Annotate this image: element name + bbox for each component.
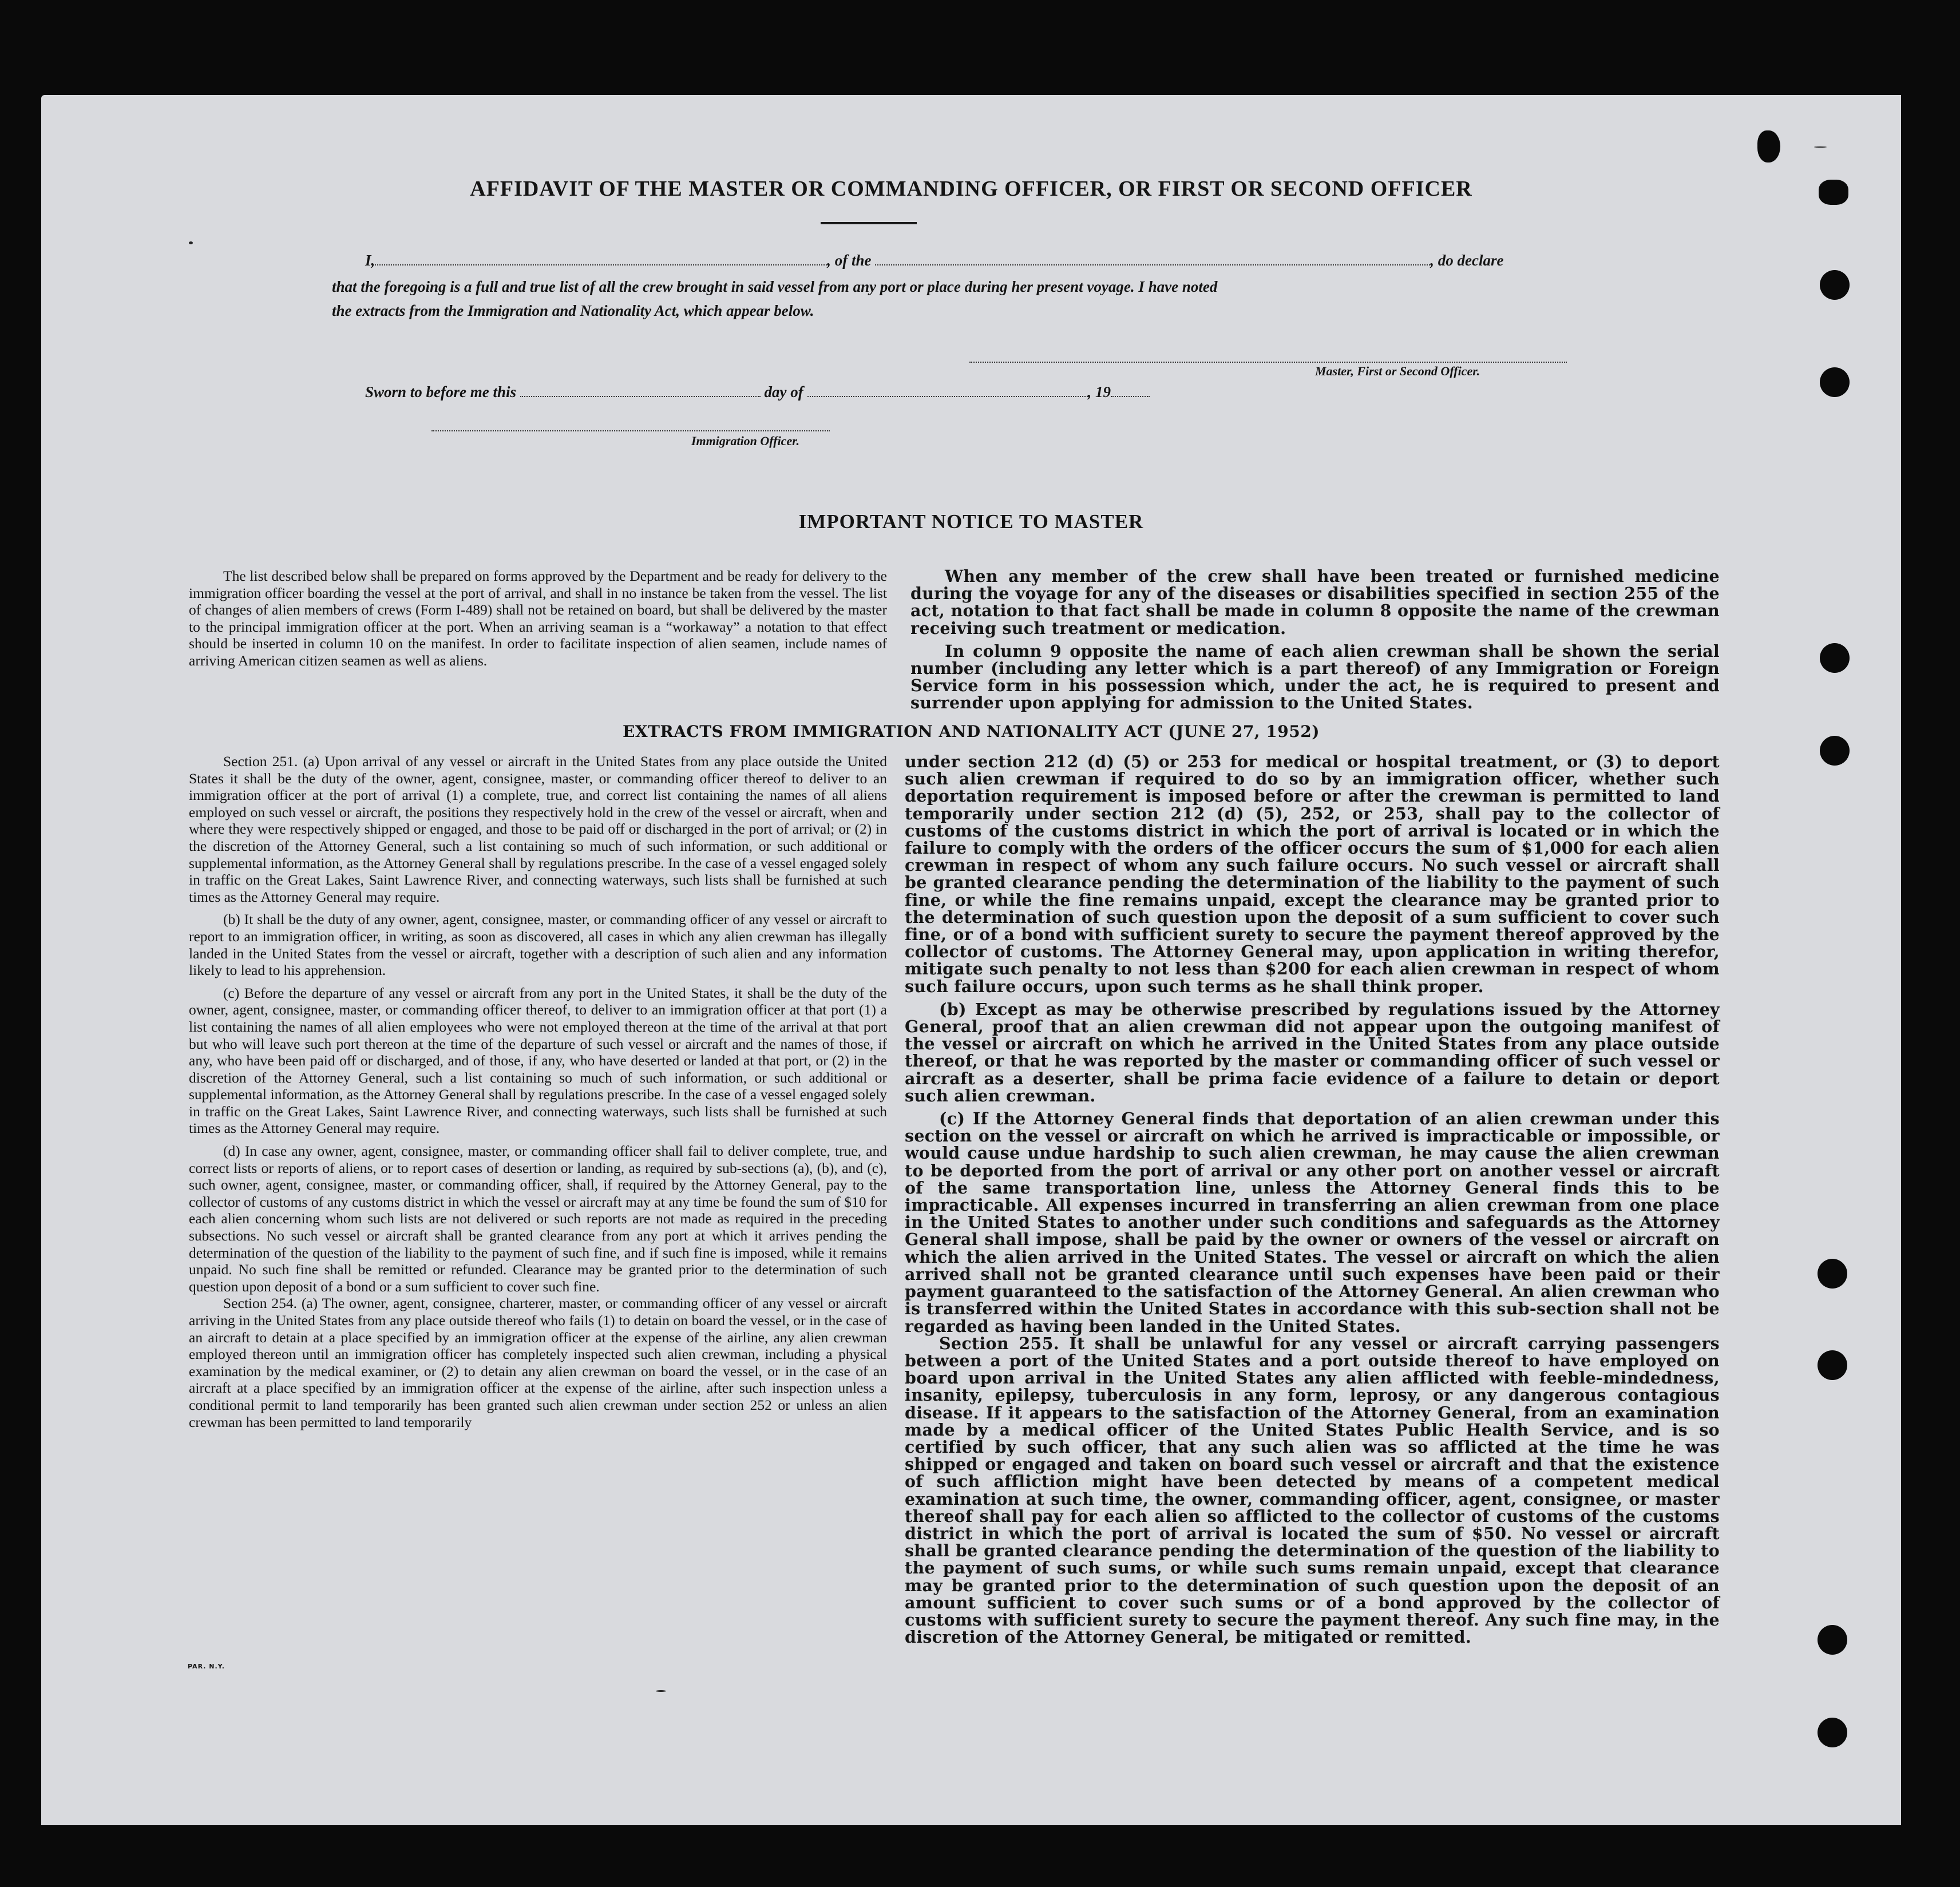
- declaration-line-2: that the foregoing is a full and true list of all the crew brought in said vessel from any port or place during her present voyage. I have noted: [332, 278, 1218, 295]
- sworn-month-field[interactable]: [807, 396, 1088, 397]
- sworn-label: Sworn to before me this: [365, 383, 517, 401]
- section-251-a: Section 251. (a) Upon arrival of any vessel or aircraft in the United States from any place outside the United States it shall be the duty of the owner, agent, consignee, master, or commanding officer thereof to deliver to an immigration officer at the port of arrival (1) a complete, true, and correct list containing the names of all aliens employed on such vessel or aircraft, the positions they respectively hold in the crew of the vessel or aircraft, when and where they were respectively shipped or engaged, and those to be paid off or discharged in the port of arrival; or (2) in the discretion of the Attorney General, such a list containing so much of such information, or such additional or supplemental information, as the Attorney General shall by regulations prescribe. In the case of a vessel engaged solely in traffic on the Great Lakes, Saint Lawrence River, and connecting waterways, such lists shall be furnished at such times as the Attorney General may require.: [189, 753, 887, 905]
- section-254-a: Section 254. (a) The owner, agent, consignee, charterer, master, or commanding officer of any vessel or aircraft arriving in the United States from any place outside thereof who fails (1) to detain on board the vessel, or in the case of an aircraft to detain at a place specified by an immigration officer at the expense of the airline, any alien crewman employed thereon until an immigration officer has completely inspected such alien crewman, including a physical examination by the medical examiner, or (2) to detain any alien crewman on board the vessel, or in the case of an aircraft at a place specified by an immigration officer at the expense of the airline, after such inspection unless a conditional permit to land temporarily has been granted such alien crewman under section 252 or unless an alien crewman has been permitted to land temporarily: [189, 1295, 887, 1430]
- section-254-a-continued: under section 212 (d) (5) or 253 for medical or hospital treatment, or (3) to deport such alien crewman if required to do so by an immigration officer, whether such deportation requirement is imposed before or after the crewman is permitted to land temporarily under section 212 (d) (5), 252, or 253, shall pay to the collector of customs of the customs district in which the port of arrival is located or in which the failure to comply with the orders of the officer occurs the sum of $1,000 for each alien crewman in respect of whom any such failure occurs. No such vessel or aircraft shall be granted clearance pending the determination of the liability to the payment of such fine, or while the fine remains unpaid, except the clearance may be granted prior to the determination of such question upon the deposit of a sum sufficient to cover such fine, or of a bond with sufficient surety to secure the payment thereof approved by the collector of customs. The Attorney General may, upon application in writing therefor, mitigate such penalty to not less than $200 for each alien crewman in respect of whom such failure occurs, upon such terms as he shall think proper.: [905, 752, 1720, 996]
- printer-mark: PAR. N.Y.: [188, 1663, 225, 1670]
- section-255: Section 255. It shall be unlawful for any vessel or aircraft carrying passengers between a port of the United States and a port outside thereof to have employed on board upon arrival in the United States any alien afflicted with feeble-mindedness, insanity, epilepsy, tuberculosis in any form, leprosy, or any dangerous contagious disease. If it appears to the satisfaction of the Attorney General, from an examination made by a medical officer of the United States Public Health Service, and is so certified by such officer, that any such alien was so afflicted at the time he was shipped or engaged and taken on board such vessel or aircraft and that the existence of such affliction might have been detected by means of a competent medical examination at such time, the owner, commanding officer, agent, consignee, or master thereof shall pay for each alien so afflicted to the collector of customs of the customs district in which the port of arrival is located the sum of $50. No vessel or aircraft shall be granted clearance pending the determination of the question of the liability to the payment of such sums, or while such sums remain unpaid, except that clearance may be granted prior to the determination of such question upon the deposit of an amount sufficient to cover such sums or of a bond approved by the collector of customs with sufficient surety to secure the payment thereof. Any such fine may, in the discretion of the Attorney General, be mitigated or remitted.: [905, 1333, 1720, 1647]
- speck: [656, 1690, 666, 1692]
- section-254-c: (c) If the Attorney General finds that deportation of an alien crewman under this section on the vessel or aircraft on which he arrived is impracticable or impossible, or would cause undue hardship to such alien crewman, he may cause the alien crewman to be deported from the port of arrival or any other port on another vessel or aircraft of the same transportation line, unless the Attorney General finds this to be impracticable. All expenses incurred in transferring an alien crewman from one place in the United States to another under such conditions and safeguards as the Attorney General shall impose, shall be paid by the owner or owners of the vessel or aircraft on which the alien arrived in the United States. The vessel or aircraft on which the alien arrived shall not be granted clearance until such expenses have been paid or their payment guaranteed to the satisfaction of the Attorney General. An alien crewman who is transferred within the United States in accordance with this sub-section shall not be regarded as having been landed in the United States.: [905, 1109, 1720, 1336]
- year-label: , 19: [1087, 383, 1111, 401]
- punched-hole-icon: [1820, 270, 1850, 300]
- speck: [189, 241, 193, 244]
- punched-hole-icon: [1820, 643, 1850, 673]
- do-declare-label: , do declare: [1430, 252, 1504, 269]
- sworn-line: [365, 379, 1338, 406]
- affidavit-title: AFFIDAVIT OF THE MASTER OR COMMANDING OFFICER, OR FIRST OR SECOND OFFICER: [470, 177, 1472, 201]
- section-251-c: (c) Before the departure of any vessel or aircraft from any port in the United States, it shall be the duty of the owner, agent, consignee, master, or commanding officer thereof, to deliver to an immigration officer at that port (1) a list containing the names of all alien employees who were not employed thereon at the time of the arrival at that port but who will leave such port thereon at the time of the departure of such vessel or aircraft and the names of those, if any, who have been paid off or discharged, and of those, if any, who have deserted or landed at that port, or (2) in the discretion of the Attorney General, such a list containing so much of such information, or such additional or supplemental information, as the Attorney General shall by regulations prescribe. In the case of a vessel engaged solely in traffic on the Great Lakes, Saint Lawrence River, and connecting waterways, such lists shall be furnished at such times as the Attorney General may require.: [189, 984, 887, 1137]
- notice-title: IMPORTANT NOTICE TO MASTER: [798, 510, 1144, 533]
- notice-right-column: [910, 568, 1720, 712]
- section-251-d: (d) In case any owner, agent, consignee, master, or commanding officer shall fail to deliver complete, true, and correct lists or reports of aliens, or to report cases of desertion or landing, as required by sub-sections (a), (b), and (c), such owner, agent, consignee, master, or commanding officer, shall, if required by the Attorney General, pay to the collector of customs of any customs district in which the vessel or aircraft may at any time be found the sum of $10 for each alien concerning whom such lists are not delivered or such reports are not made as required in the preceding subsections. No such vessel or aircraft shall be granted clearance from any port at which it arrives pending the determination of the question of the liability to the payment of such fine, and if such fine is imposed, while it remains unpaid. No such fine shall be remitted or refunded. Clearance may be granted prior to the determination of such question upon deposit of a bond or a sum sufficient to cover such fine.: [189, 1143, 887, 1295]
- notice-left-paragraph: The list described below shall be prepared on forms approved by the Department and be ready for delivery to the immigration officer boarding the vessel at the port of arrival, and shall in no instance be taken from the vessel. The list of changes of alien members of crews (Form I-489) shall not be retained on board, but shall be delivered by the master to the principal immigration officer at the port. When an arriving seaman is a “workaway” a notation to that effect should be inserted in column 10 on the manifest. In order to facilitate inspection of alien seamen, include names of arriving American citizen seamen as well as aliens.: [189, 568, 887, 669]
- master-signature-label: Master, First or Second Officer.: [1315, 364, 1480, 378]
- punched-hole-icon: [1819, 180, 1848, 205]
- notice-right-paragraph-2: In column 9 opposite the name of each alien crewman shall be shown the serial number (including any letter which is a part thereof) of any Immigration or Foreign Service form in his possession which, under the act, he is required to present and surrender upon applying for admission to the United States.: [910, 641, 1720, 713]
- day-of-label: day of: [764, 383, 803, 401]
- punched-hole-icon: [1818, 1718, 1847, 1747]
- name-field[interactable]: [375, 264, 827, 265]
- declaration-line-3: the extracts from the Immigration and Nationality Act, which appear below.: [332, 302, 814, 319]
- declaration-line-1: [365, 247, 1622, 274]
- title-underline: [821, 222, 917, 224]
- extracts-left-column: [189, 753, 887, 1430]
- punched-hole-icon: [1818, 1625, 1847, 1655]
- officer-signature-label: Immigration Officer.: [691, 434, 800, 448]
- i-label: I,: [365, 252, 375, 269]
- extracts-right-column: [905, 753, 1720, 1646]
- section-254-b: (b) Except as may be otherwise prescribed by regulations issued by the Attorney General, proof that an alien crewman did not appear upon the outgoing manifest of the vessel or aircraft on which he arrived in the United States from any place outside thereof, or that he was reported by the master or commanding officer of such vessel or aircraft as a deserter, shall be prima facie evidence of a failure to detain or deport such alien crewman.: [905, 999, 1720, 1105]
- of-the-label: , of the: [827, 252, 872, 269]
- master-signature-line[interactable]: [969, 362, 1567, 363]
- punched-hole-icon: [1820, 736, 1850, 766]
- document-page: [41, 95, 1901, 1825]
- sworn-day-field[interactable]: [520, 396, 761, 397]
- vessel-field[interactable]: [875, 264, 1430, 265]
- extracts-title: EXTRACTS FROM IMMIGRATION AND NATIONALITY ACT (JUNE 27, 1952): [623, 722, 1320, 741]
- sworn-year-field[interactable]: [1111, 396, 1150, 397]
- punched-hole-icon: [1820, 367, 1850, 397]
- punched-hole-icon: [1757, 130, 1780, 162]
- speck: [1814, 146, 1827, 148]
- section-251-b: (b) It shall be the duty of any owner, agent, consignee, master, or commanding officer of any vessel or aircraft to report to an immigration officer, in writing, as soon as discovered, all cases in which any alien crewman has illegally landed in the United States from the vessel or aircraft, together with a description of such alien and any information likely to lead to his apprehension.: [189, 911, 887, 979]
- officer-signature-line[interactable]: [431, 430, 830, 431]
- punched-hole-icon: [1818, 1259, 1847, 1289]
- punched-hole-icon: [1818, 1350, 1847, 1380]
- notice-right-paragraph-1: When any member of the crew shall have been treated or furnished medicine during the voyage for any of the diseases or disabilities specified in section 255 of the act, notation to that fact shall be made in column 8 opposite the name of the crewman receiving such treatment or medication.: [910, 566, 1720, 638]
